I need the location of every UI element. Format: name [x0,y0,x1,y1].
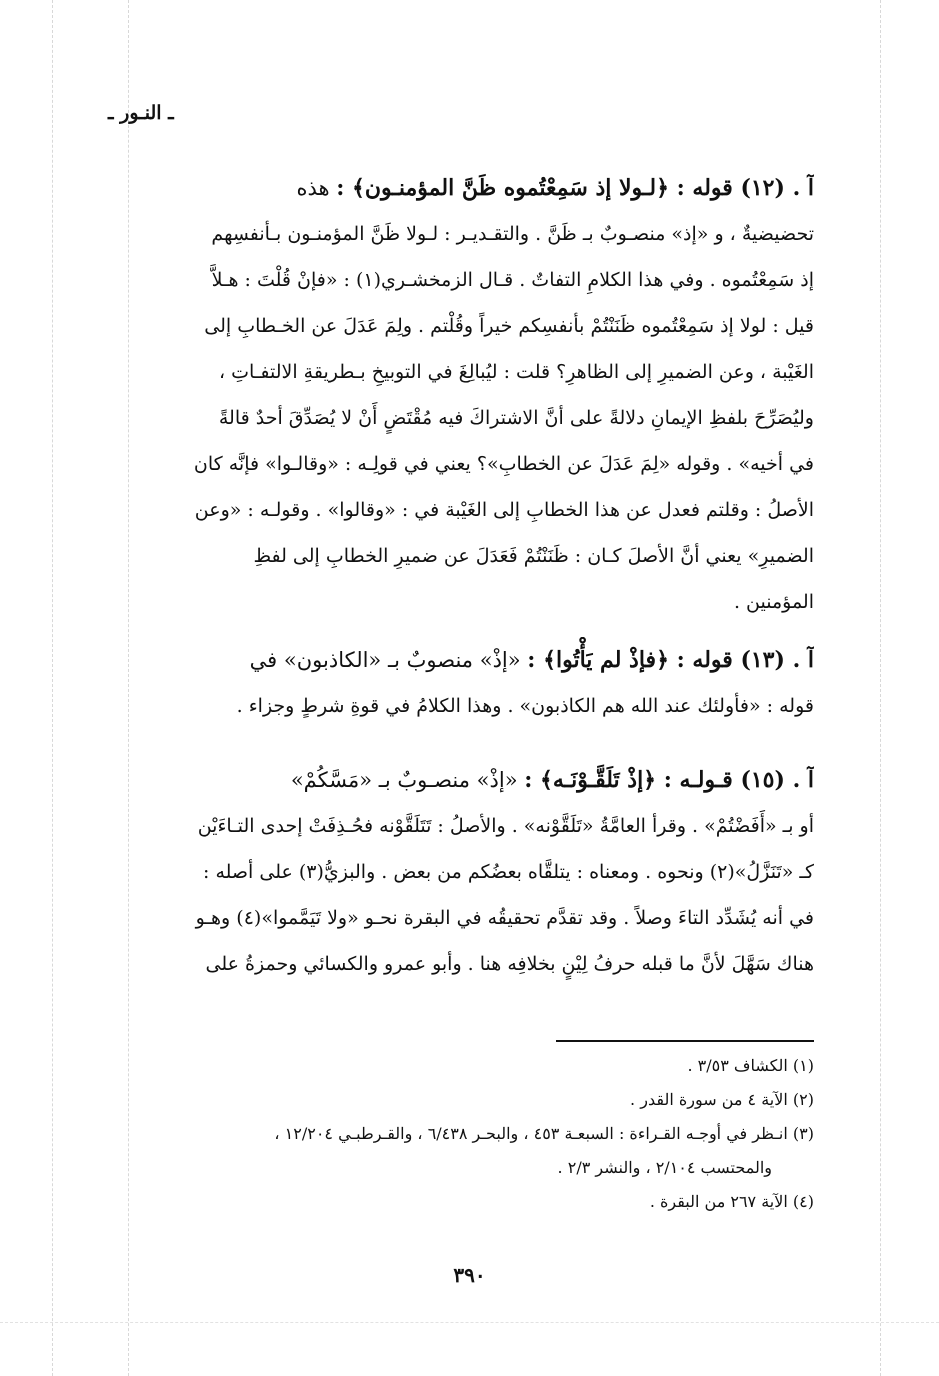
scan-guide-line [880,0,881,1376]
text-line: في أنه يُشَدِّد التاءَ وصلاً . وقد تقدَّم تحقيقُه في البقرة نحـو «ولا تَيَمَّموا»(٤) وهـو [195,907,814,929]
section-lead-line [100,637,814,683]
scan-guide-line [0,1322,939,1323]
footnote-item: (١) الكشاف ٣/٥٣ . [687,1056,814,1075]
section-heading: آ . (١٣) قوله : ﴿فإذْ لم يَأْتُوا﴾ : [527,647,814,673]
text-line: الغَيْبة ، وعن الضميرِ إلى الظاهرِ؟ قلت : ليُبالِغَ في التوبيخِ بـطريقةِ الالتفـاتِ ، [218,361,814,383]
text-line: الضميرِ» يعني أنَّ الأصلَ كـان : ظَنَنْتُمْ فَعَدَلَ عن ضميرِ الخطابِ إلى لفظِ [253,545,814,567]
text-line: كـ «تَنَزَّلُ»(٢) ونحوه . ومعناه : يتلقَّاه بعضُكم من بعض . والبزيُّ(٣) على أصله : [203,861,814,883]
footnotes [100,1049,814,1219]
text-line: الأصلُ : وقلتم فعدل عن هذا الخطابِ إلى الغَيْبة في : «وقالوا» . وقولـه : «وعن [194,499,814,521]
running-header: ـ النـور ـ [108,102,174,124]
text-line: قيل : لولا إذ سَمِعْتُموه ظَنَنْتُمْ بأنفسِكم خيراً وقُلْتم . ولِمَ عَدَلَ عن الخـطابِ إلى [204,315,814,337]
section-text: «إذْ» منصـوبٌ بـ «مَسَّكُمْ» [290,768,518,792]
section-verse-15 [100,757,814,987]
section-heading: آ . (١٢) قوله : ﴿لـولا إذ سَمِعْتُموه ظَنَّ المؤمنـون﴾ : [336,175,814,201]
section-verse-13 [100,637,814,729]
text-line: المؤمنين . [733,591,814,613]
text-line: قوله : «فأولئك عند الله هم الكاذبون» . وهذا الكلامُ في قوةِ شرطٍ وجزاء . [236,695,814,717]
scan-guide-line [52,0,53,1376]
section-verse-12 [100,165,814,625]
section-lead-line [100,165,814,211]
footnote-item: (٢) الآية ٤ من سورة القدر . [630,1090,814,1109]
text-line: أو بـ «أَفَضْتُمْ» . وقرأ العامَّةُ «تَلَقَّوْنه» . والأصلُ : تَتَلَقَّوْنه فحُـذِفَتْ إحدى التـاءَيْن [197,815,814,837]
text-line: إذ سَمِعْتُموه . وفي هذا الكلامِ التفاتٌ . قـال الزمخشـري(١) : «فإنْ قُلْتَ : هـلاَّ [211,269,814,291]
section-text: «إذْ» منصوبٌ بـ «الكاذبون» في [249,648,521,672]
page-number: ٣٩٠ [453,1263,486,1287]
text-line: تحضيضيةٌ ، و «إذ» منصـوبٌ بـ ظَنَّ . والتقـديـر : لـولا ظَنَّ المؤمنـون بـأنفسِهم [211,223,814,245]
footnote-item: (٤) الآية ٢٦٧ من البقرة . [649,1192,814,1211]
section-heading: آ . (١٥) قـولـه : ﴿إذْ تَلَقَّـوْنَـه﴾ : [524,767,814,793]
footnote-continuation: والمحتسب ٢/١٠٤ ، والنشر ٢/٣ . [557,1158,772,1177]
footnote-separator [556,1040,814,1042]
text-line: في أخيه» . وقوله «لِمَ عَدَلَ عن الخطابِ»؟ يعني في قولِـه : «وقالـوا» فإنَّه كان [193,453,814,475]
section-text: هذه [296,176,330,200]
footnote-item: (٣) انـظر في أوجـه القـراءة : السبعـة ٤٥٣ ، والبحـر ٦/٤٣٨ ، والقـرطبـي ١٢/٢٠٤ ، [274,1124,814,1143]
text-line: وليُصَرِّحَ بلفظِ الإيمانِ دلالةً على أنَّ الاشتراكَ فيه مُقْتَضٍ أَنْ لا يُصَدِّقَ أحدٌ قالةً [218,407,814,429]
section-lead-line [100,757,814,803]
text-line: هناك سَهَّلَ لأنَّ ما قبله حرفُ لِيْنٍ بخلافِه هنا . وأبو عمرو والكسائي وحمزةُ على [205,953,814,975]
